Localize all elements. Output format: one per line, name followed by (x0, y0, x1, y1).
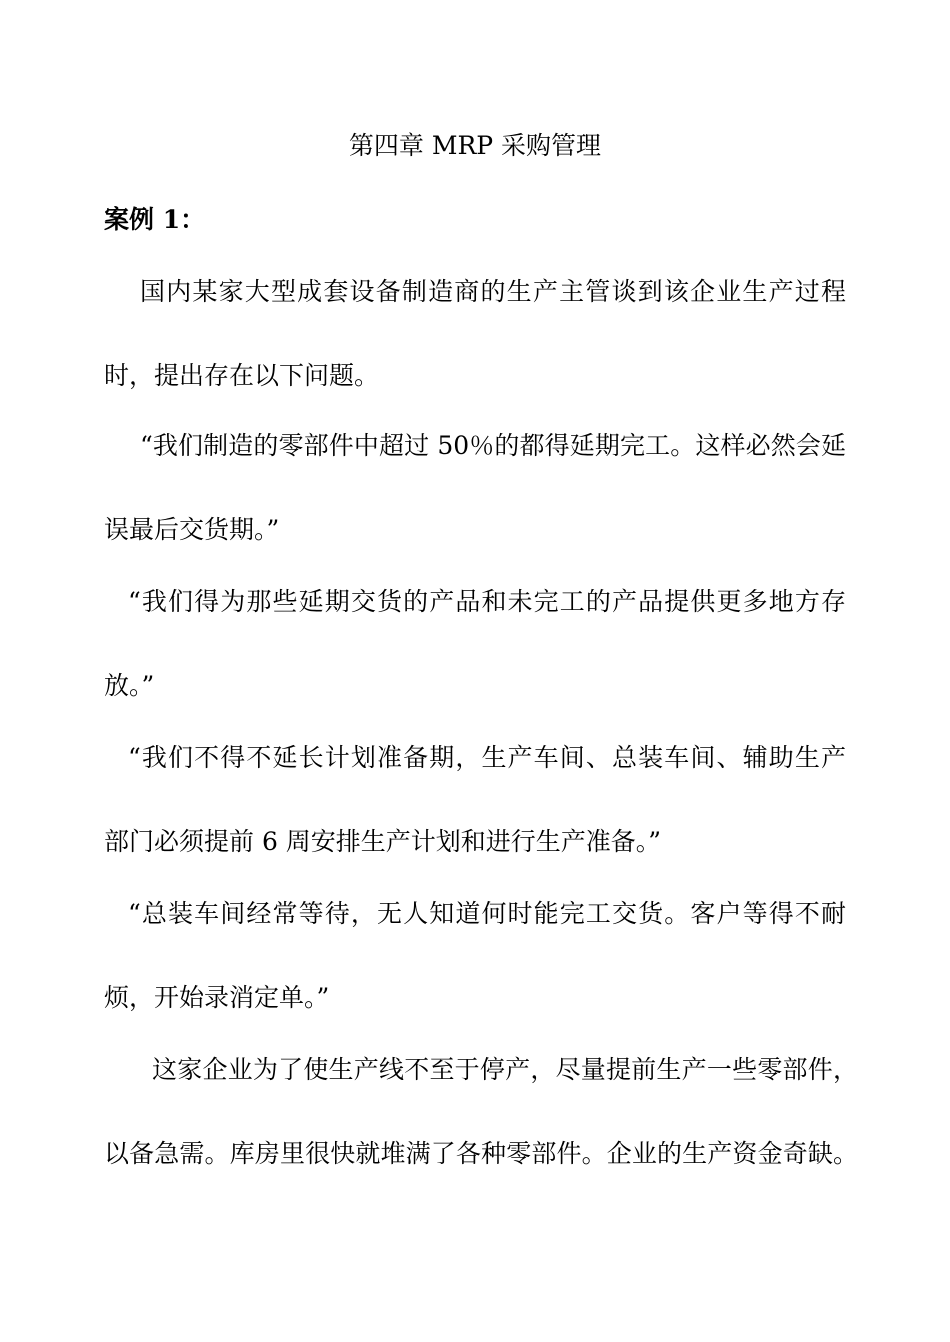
paragraph-line: 这家企业为了使生产线不至于停产，尽量提前生产一些零部件， (152, 1055, 858, 1084)
paragraph-line: 放。” (104, 671, 155, 700)
paragraph-line: 误最后交货期。” (104, 515, 280, 544)
paragraph-line: 烦，开始录消定单。” (104, 983, 330, 1012)
case-heading: 案例 1： (104, 205, 206, 234)
paragraph-line: 时，提出存在以下问题。 (104, 361, 380, 390)
paragraph-line: “总装车间经常等待，无人知道何时能完工交货。客户等得不耐 (128, 899, 846, 928)
paragraph-line: “我们制造的零部件中超过 50％的都得延期完工。这样必然会延 (140, 431, 846, 460)
paragraph-line: 部门必须提前 6 周安排生产计划和进行生产准备。” (104, 827, 662, 856)
chapter-title: 第四章 MRP 采购管理 (348, 131, 602, 160)
paragraph-line: “我们得为那些延期交货的产品和未完工的产品提供更多地方存 (128, 587, 846, 616)
paragraph-line: “我们不得不延长计划准备期，生产车间、总装车间、辅助生产 (128, 743, 846, 772)
paragraph-line: 国内某家大型成套设备制造商的生产主管谈到该企业生产过程 (140, 277, 846, 306)
paragraph-line: 以备急需。库房里很快就堆满了各种零部件。企业的生产资金奇缺。 (104, 1139, 858, 1168)
